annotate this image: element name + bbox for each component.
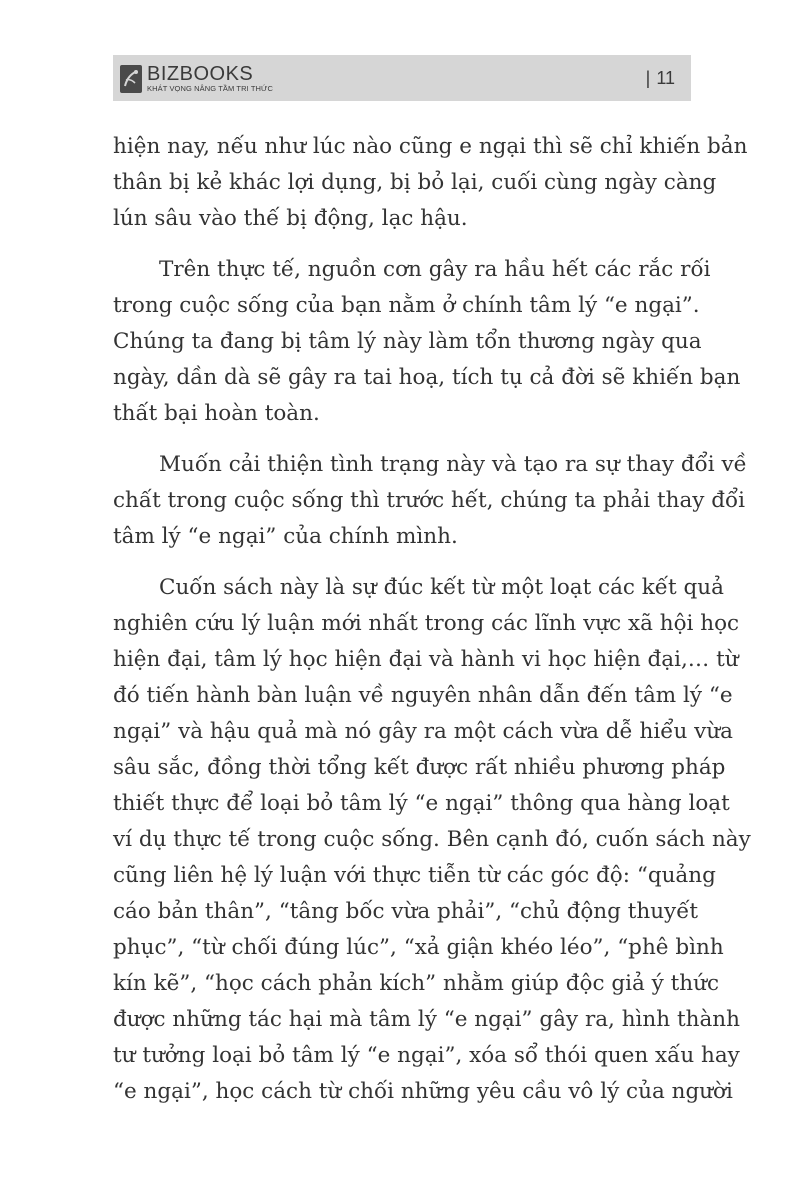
text-line: sâu sắc, đồng thời tổng kết được rất nhiều phương pháp: [113, 755, 726, 780]
logo-name: BIZBOOKS: [147, 63, 254, 85]
text-line: thân bị kẻ khác lợi dụng, bị bỏ lại, cuối cùng ngày càng: [113, 170, 717, 195]
text-line: tư tưởng loại bỏ tâm lý “e ngại”, xóa sổ thói quen xấu hay: [113, 1043, 740, 1068]
page-number-separator: |: [645, 68, 651, 88]
paragraph: [113, 570, 751, 1110]
text-line: chất trong cuộc sống thì trước hết, chúng ta phải thay đổi: [113, 488, 746, 513]
text-line: Muốn cải thiện tình trạng này và tạo ra sự thay đổi về: [159, 452, 747, 477]
text-line: lún sâu vào thế bị động, lạc hậu.: [113, 206, 468, 231]
text-line: nghiên cứu lý luận mới nhất trong các lĩnh vực xã hội học: [113, 611, 740, 636]
paragraph: [113, 447, 747, 555]
text-line: cáo bản thân”, “tâng bốc vừa phải”, “chủ động thuyết: [113, 899, 699, 924]
text-line: hiện nay, nếu như lúc nào cũng e ngại thì sẽ chỉ khiến bản: [113, 134, 748, 159]
text-line: cũng liên hệ lý luận với thực tiễn từ các góc độ: “quảng: [113, 863, 716, 888]
text-line: Trên thực tế, nguồn cơn gây ra hầu hết các rắc rối: [159, 257, 711, 282]
text-line: Cuốn sách này là sự đúc kết từ một loạt các kết quả: [159, 575, 724, 600]
text-line: ví dụ thực tế trong cuộc sống. Bên cạnh đó, cuốn sách này: [113, 827, 751, 852]
text-line: hiện đại, tâm lý học hiện đại và hành vi học hiện đại,… từ: [113, 647, 739, 672]
text-line: ngại” và hậu quả mà nó gây ra một cách vừa dễ hiểu vừa: [113, 719, 733, 744]
paragraph: [113, 129, 748, 237]
text-line: được những tác hại mà tâm lý “e ngại” gây ra, hình thành: [113, 1007, 740, 1032]
text-line: thất bại hoàn toàn.: [113, 401, 320, 426]
text-line: ngày, dần dà sẽ gây ra tai hoạ, tích tụ cả đời sẽ khiến bạn: [113, 365, 741, 390]
text-line: “e ngại”, học cách từ chối những yêu cầu vô lý của người: [113, 1079, 733, 1104]
text-line: Chúng ta đang bị tâm lý này làm tổn thương ngày qua: [113, 329, 702, 354]
logo-tagline: KHÁT VỌNG NÂNG TẦM TRI THỨC: [147, 84, 274, 93]
text-line: trong cuộc sống của bạn nằm ở chính tâm lý “e ngại”.: [113, 293, 700, 318]
text-line: phục”, “từ chối đúng lúc”, “xả giận khéo léo”, “phê bình: [113, 935, 724, 960]
publisher-logo: [119, 61, 273, 97]
running-header: [113, 55, 691, 101]
paragraph: [113, 252, 741, 432]
page-number-value: 11: [656, 68, 675, 88]
text-line: kín kẽ”, “học cách phản kích” nhằm giúp độc giả ý thức: [113, 971, 720, 996]
text-line: thiết thực để loại bỏ tâm lý “e ngại” thông qua hàng loạt: [113, 791, 730, 816]
text-line: tâm lý “e ngại” của chính mình.: [113, 524, 458, 549]
bizbooks-logo-icon: [119, 64, 143, 94]
body-text: [113, 129, 751, 1125]
text-line: đó tiến hành bàn luận về nguyên nhân dẫn đến tâm lý “e: [113, 683, 733, 708]
page-number: [646, 67, 675, 89]
